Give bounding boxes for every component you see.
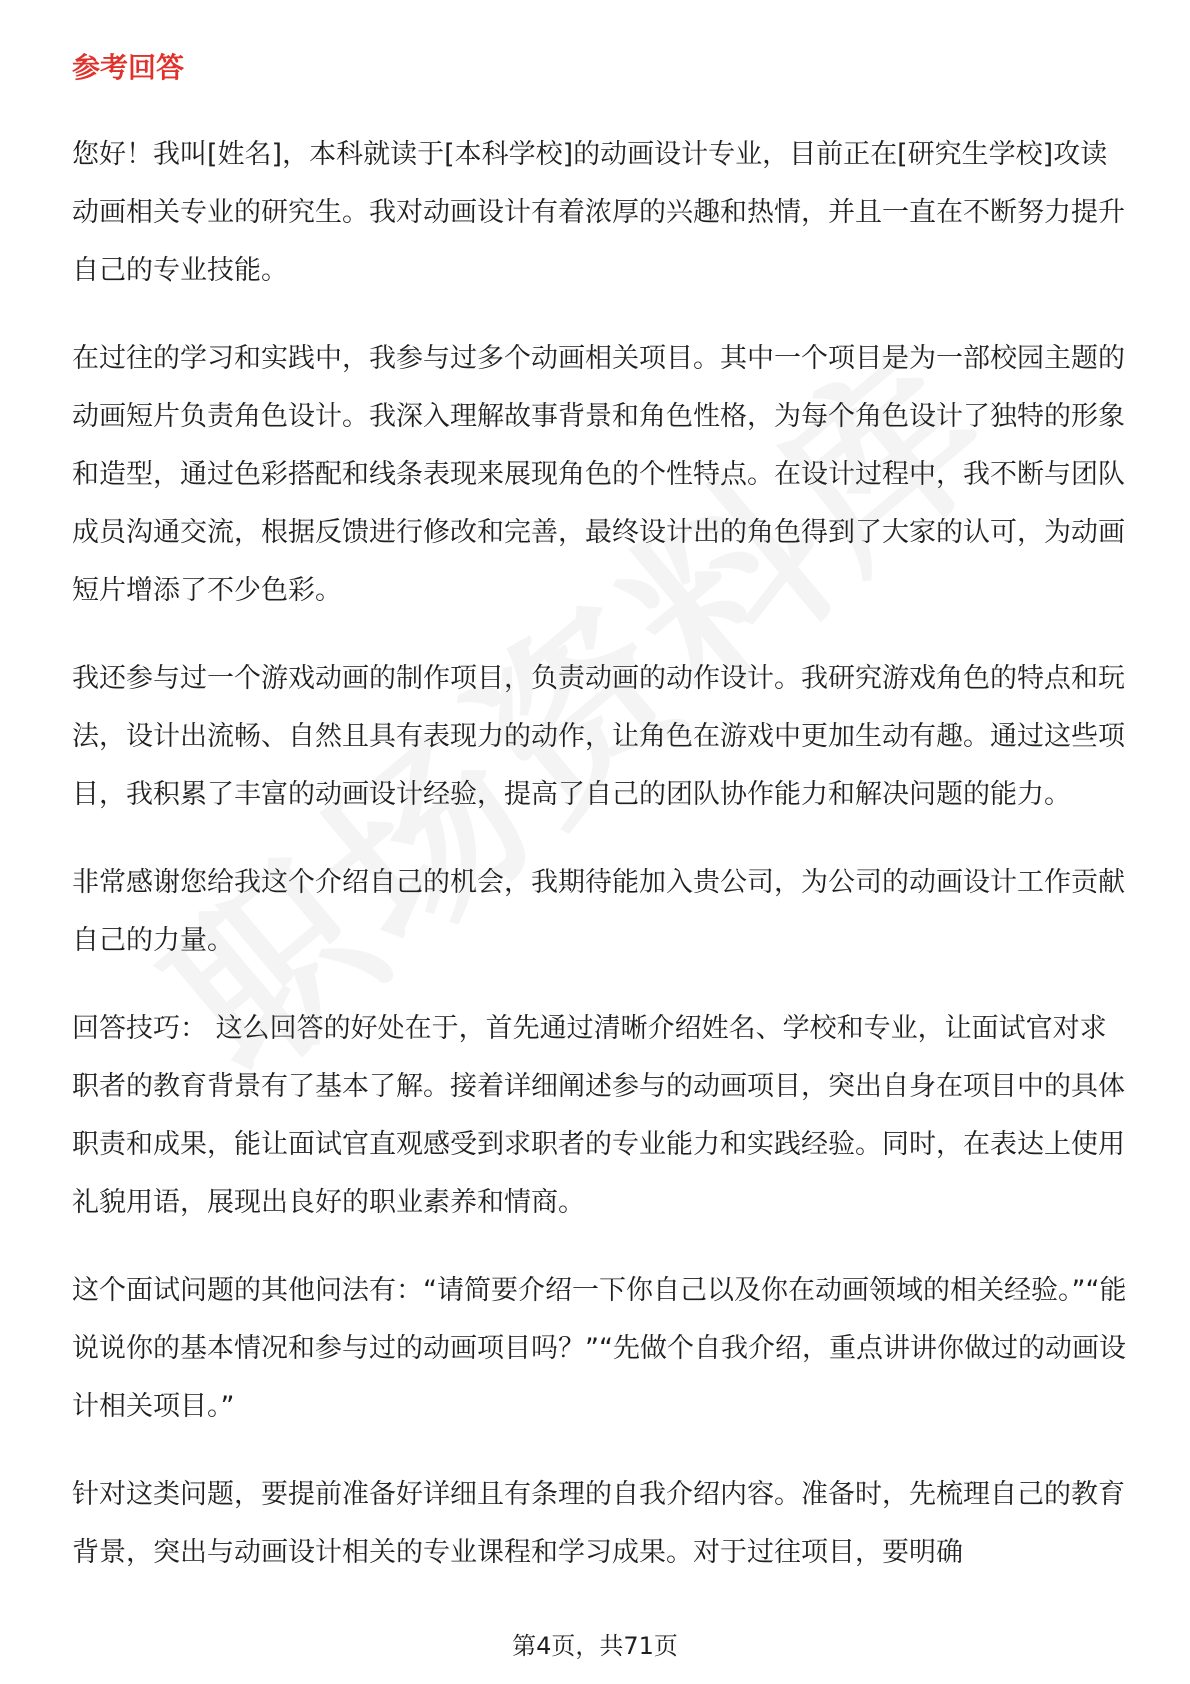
paragraph-project-character: 在过往的学习和实践中，我参与过多个动画相关项目。其中一个项目是为一部校园主题的动画短片负责角色设计。我深入理解故事背景和角色性格，为每个角色设计了独特的形象和造型，通过色彩搭配和线条表现来展现角色的个性特点。在设计过程中，我不断与团队成员沟通交流，根据反馈进行修改和完善，最终设计出的角色得到了大家的认可，为动画短片增添了不少色彩。 <box>72 343 1125 606</box>
paragraph-thanks: 非常感谢您给我这个介绍自己的机会，我期待能加入贵公司，为公司的动画设计工作贡献自己的力量。 <box>72 867 1125 956</box>
paragraph-intro: 您好！我叫[姓名]，本科就读于[本科学校]的动画设计专业，目前正在[研究生学校]攻读动画相关专业的研究生。我对动画设计有着浓厚的兴趣和热情，并且一直在不断努力提升自己的专业技能。 <box>72 139 1125 286</box>
document-body <box>72 48 1132 1612</box>
paragraph-project-game: 我还参与过一个游戏动画的制作项目，负责动画的动作设计。我研究游戏角色的特点和玩法，设计出流畅、自然且具有表现力的动作，让角色在游戏中更加生动有趣。通过这些项目，我积累了丰富的动画设计经验，提高了自己的团队协作能力和解决问题的能力。 <box>72 663 1125 810</box>
page-number: 第4页，共71页 <box>512 1632 678 1660</box>
paragraph-answer-tips: 回答技巧： 这么回答的好处在于，首先通过清晰介绍姓名、学校和专业，让面试官对求职者的教育背景有了基本了解。接着详细阐述参与的动画项目，突出自身在项目中的具体职责和成果，能让面试官直观感受到求职者的专业能力和实践经验。同时，在表达上使用礼貌用语，展现出良好的职业素养和情商。 <box>72 1013 1125 1218</box>
paragraph-alternative-questions: 这个面试问题的其他问法有：“请简要介绍一下你自己以及你在动画领域的相关经验。”“能说说你的基本情况和参与过的动画项目吗？”“先做个自我介绍，重点讲讲你做过的动画设计相关项目。” <box>72 1275 1127 1422</box>
section-heading: 参考回答 <box>72 51 185 84</box>
paragraph-preparation: 针对这类问题，要提前准备好详细且有条理的自我介绍内容。准备时，先梳理自己的教育背景，突出与动画设计相关的专业课程和学习成果。对于过往项目，要明确 <box>72 1479 1125 1568</box>
